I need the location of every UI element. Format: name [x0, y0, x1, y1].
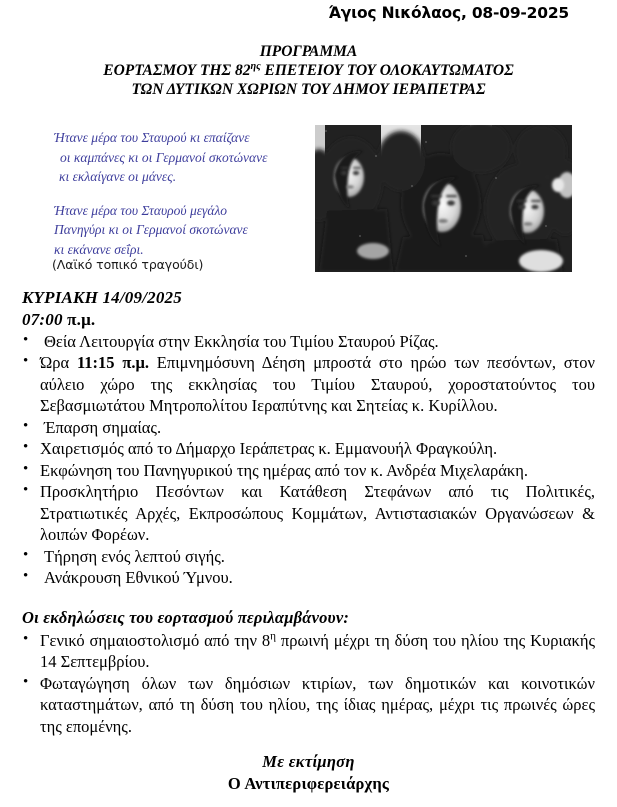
song-stanza-2: [54, 201, 304, 260]
events-item-list: [22, 630, 595, 738]
signature-title: Ο Αντιπεριφερειάρχης: [227, 774, 390, 793]
document-title: [0, 42, 617, 99]
title-line-2-pre: ΕΟΡΤΑΣΜΟΥ ΤΗΣ 82: [103, 62, 251, 79]
list-item-time: 11:15 π.μ.: [76, 353, 149, 372]
list-item-prefix: Γενικό σημαιοστολισμό από την 8: [40, 630, 271, 650]
title-line-1: ΠΡΟΓΡΑΜΜΑ: [259, 43, 358, 60]
list-item: [22, 460, 595, 482]
folk-song-text: [54, 128, 304, 273]
list-item-text: Τήρηση ενός λεπτού σιγής.: [44, 546, 225, 566]
program-item-list: [22, 331, 595, 589]
list-item-text: Επιμνημόσυνη Δέηση μπροστά στο ηρώο των πεσόντων, στον αύλειο χώρο της εκκλησίας του Τιμίου Σταυρού, χοροστατούντος του Σεβασμιωτάτου Μητροπολίτου Ιεραπύτνης και Σητείας κ. Κυρίλλου.: [40, 353, 595, 415]
title-anniversary-suffix: ης: [250, 60, 261, 72]
signature-closing: Με εκτίμηση: [262, 752, 355, 771]
program-day-heading: ΚΥΡΙΑΚΗ 14/09/2025: [22, 288, 182, 307]
program-time-heading: [22, 309, 595, 330]
song-line-2: οι καμπάνες κι οι Γερμανοί σκοτώνανε: [60, 149, 268, 165]
song-stanza-1: [54, 128, 304, 187]
song-credit: (Λαϊκό τοπικό τραγούδι): [52, 257, 204, 272]
document-date: Άγιος Νικόλαος, 08-09-2025: [328, 4, 569, 22]
list-item: [22, 546, 595, 568]
title-line-2-post: ΕΠΕΤΕΙΟΥ ΤΟΥ ΟΛΟΚΑΥΤΩΜΑΤΟΣ: [260, 62, 514, 79]
list-item-text: Φωταγώγηση όλων των δημόσιων κτιρίων, των δημοτικών και κοινοτικών καταστημάτων, από τη δύση του ηλίου, της ίδιας ημέρας, μέχρι τις πρωινές ώρες της επομένης.: [40, 673, 595, 736]
list-item-prefix: Ώρα: [40, 353, 77, 372]
program-time-meridiem: π.μ.: [67, 309, 96, 329]
song-line-5: Πανηγύρι κι οι Γερμανοί σκοτώνανε: [54, 222, 248, 237]
list-item-text: Θεία Λειτουργία στην Εκκλησία του Τιμίου Σταυρού Ρίζας.: [44, 331, 439, 351]
events-section-heading: Οι εκδηλώσεις του εορτασμού περιλαμβάνουν:: [22, 607, 350, 627]
song-line-1: Ήτανε μέρα του Σταυρού κι επαίζανε: [54, 130, 250, 145]
historical-photo: [315, 125, 572, 272]
list-item: [22, 567, 595, 589]
list-item: [22, 673, 595, 738]
list-item: [22, 352, 595, 417]
list-item-text: Προσκλητήριο Πεσόντων και Κατάθεση Στεφάνων από τις Πολιτικές, Στρατιωτικές Αρχές, Εκπροσώπους Κομμάτων, Αντιστασιακών Οργανώσεων & λοιπών Φορέων.: [40, 482, 595, 544]
song-line-3: κι εκλαίγανε οι μάνες.: [59, 169, 177, 184]
list-item: [22, 630, 595, 673]
list-item-text: Εκφώνηση του Πανηγυρικού της ημέρας από τον κ. Ανδρέα Μιχελαράκη.: [40, 460, 528, 480]
list-item-text: Χαιρετισμός από το Δήμαρχο Ιεράπετρας κ. Εμμανουήλ Φραγκούλη.: [40, 439, 498, 458]
list-item: [22, 417, 595, 439]
title-line-2: [0, 61, 617, 80]
list-item-text: Ανάκρουση Εθνικού Ύμνου.: [44, 568, 233, 587]
list-item-ordinal-suffix: η: [270, 630, 277, 642]
program-body: [22, 288, 595, 737]
title-line-3: ΤΩΝ ΔΥΤΙΚΩΝ ΧΩΡΙΩΝ ΤΟΥ ΔΗΜΟΥ ΙΕΡΑΠΕΤΡΑΣ: [131, 81, 486, 98]
list-item: [22, 438, 595, 460]
list-item: [22, 481, 595, 546]
program-time-value: 07:00: [22, 309, 68, 329]
song-line-6: κι εκάνανε σεΐρι.: [54, 241, 144, 257]
list-item-text: πρωινή μέχρι τη δύση του ηλίου της Κυριακής 14 Σεπτεμβρίου.: [40, 630, 595, 671]
historical-photo-image: [315, 125, 572, 272]
list-item-text: Έπαρση σημαίας.: [44, 417, 162, 437]
song-line-4: Ήτανε μέρα του Σταυρού μεγάλο: [54, 202, 228, 218]
list-item: [22, 331, 595, 353]
